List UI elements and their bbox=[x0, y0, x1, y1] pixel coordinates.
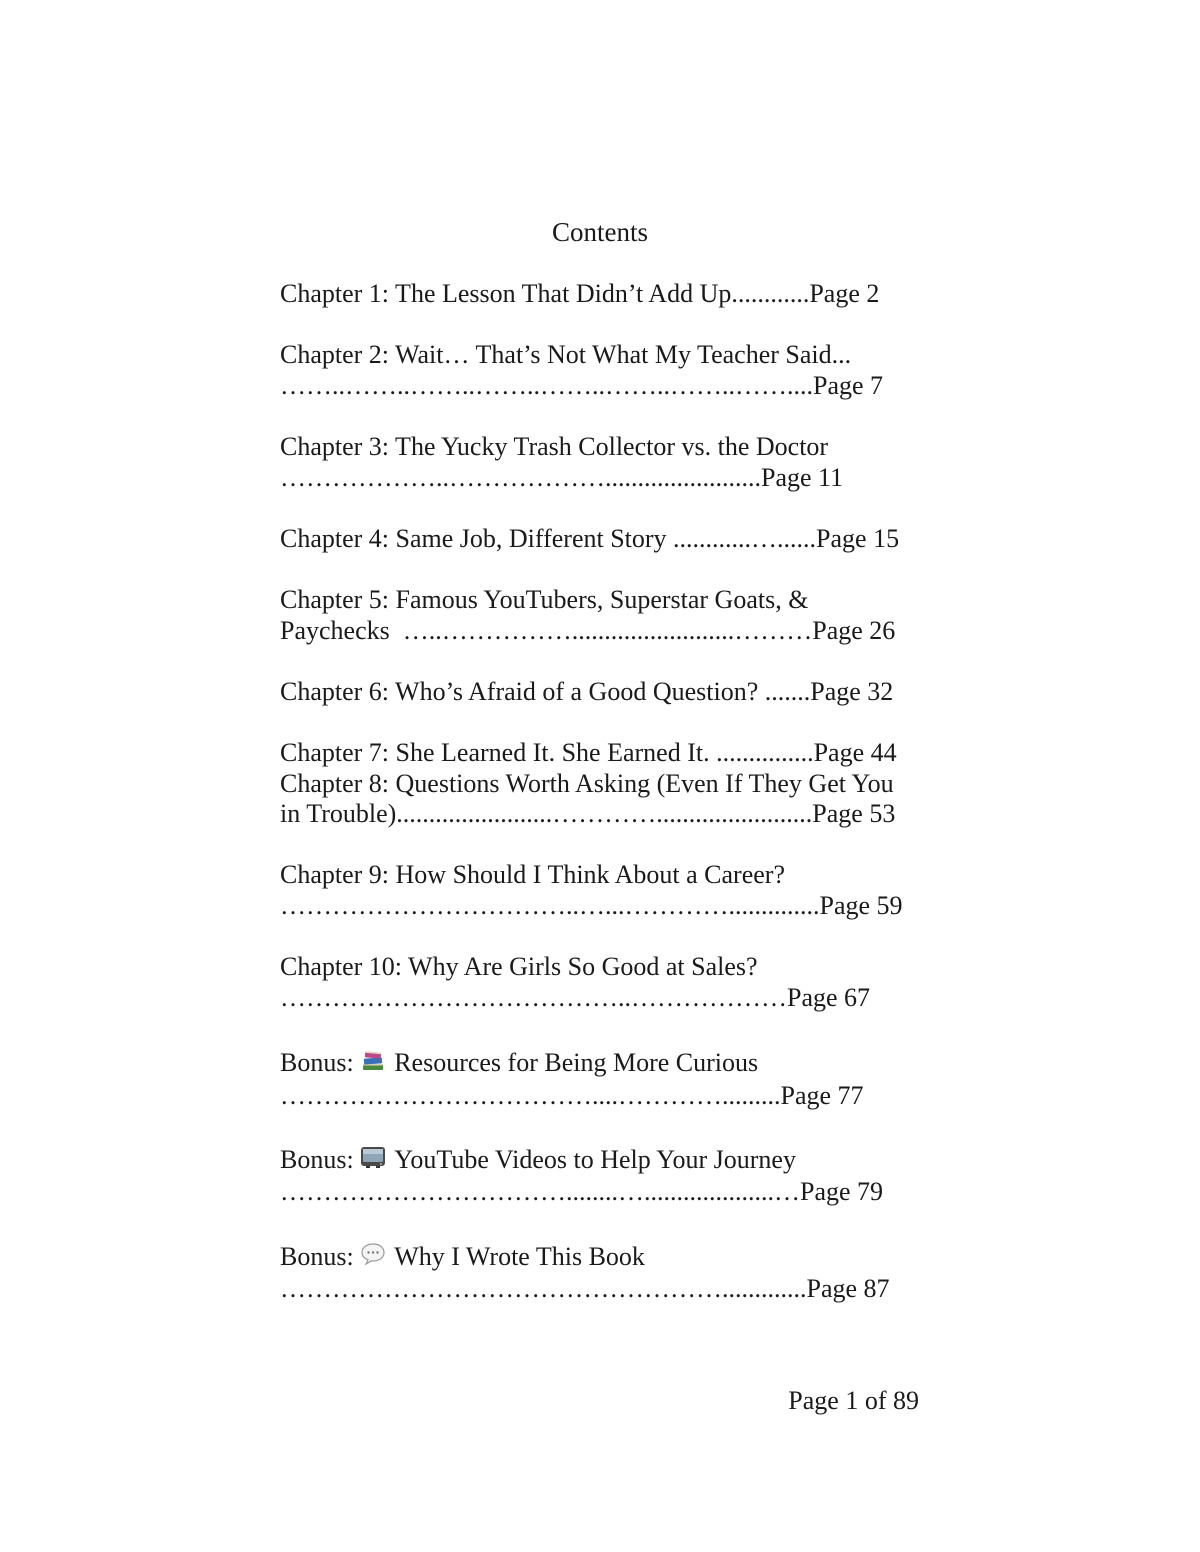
toc-entry-chapter-6-line-1: Chapter 6: Who’s Afraid of a Good Question? .......Page 32 bbox=[280, 677, 894, 706]
toc-entry-chapter-7-line-1: Chapter 7: She Learned It. She Earned It. ...............Page 44 bbox=[280, 738, 897, 767]
toc-entry-chapter-4-line-1: Chapter 4: Same Job, Different Story ............…......Page 15 bbox=[280, 524, 900, 553]
bonus-title: YouTube Videos to Help Your Journey bbox=[394, 1145, 796, 1174]
toc-entry-bonus-resources-line-2: ………………………………....………….........Page 77 bbox=[280, 1081, 864, 1110]
toc-entry-chapter-8-line-1: Chapter 8: Questions Worth Asking (Even If They Get You bbox=[280, 769, 894, 798]
toc-entry-chapter-5-line-1: Chapter 5: Famous YouTubers, Superstar Goats, & bbox=[280, 585, 809, 614]
toc-entry-chapter-3-line-1: Chapter 3: The Yucky Trash Collector vs. the Doctor bbox=[280, 432, 829, 461]
speech-bubble-icon bbox=[360, 1241, 386, 1267]
toc-entry-chapter-9-line-2: ……………………………..…...…………..............Page 59 bbox=[280, 891, 903, 920]
books-icon bbox=[360, 1047, 386, 1073]
toc-entry-bonus-why-line-1 bbox=[280, 1241, 645, 1272]
toc-entry-chapter-2-line-2: ……..……..……..……..……..……..……..……....Page 7 bbox=[280, 371, 884, 400]
toc-entry-chapter-3-line-2: ………………..………………........................Page 11 bbox=[280, 463, 844, 492]
bonus-prefix: Bonus: bbox=[280, 1145, 354, 1174]
toc-entry-chapter-9-line-1: Chapter 9: How Should I Think About a Career? bbox=[280, 860, 785, 889]
toc-entry-bonus-why-line-2: …………………………………………….............Page 87 bbox=[280, 1274, 890, 1303]
toc-entry-bonus-videos-line-2: ……………………………........…....................…Page 79 bbox=[280, 1177, 884, 1206]
toc-entry-chapter-2-line-1: Chapter 2: Wait… That’s Not What My Teacher Said... bbox=[280, 340, 852, 369]
toc-entry-bonus-videos-line-1 bbox=[280, 1144, 796, 1175]
television-icon bbox=[360, 1144, 386, 1170]
page-number-footer: Page 1 of 89 bbox=[788, 1386, 919, 1415]
page-title: Contents bbox=[551, 217, 648, 247]
toc-entry-chapter-5-line-2: Paychecks …..…………….........................………Page 26 bbox=[280, 616, 896, 645]
toc-entry-chapter-10-line-2: …………………………………..………………Page 67 bbox=[280, 983, 871, 1012]
bonus-prefix: Bonus: bbox=[280, 1048, 354, 1077]
bonus-title: Why I Wrote This Book bbox=[394, 1242, 645, 1271]
toc-entry-chapter-1-line-1: Chapter 1: The Lesson That Didn’t Add Up............Page 2 bbox=[280, 279, 880, 308]
toc-entry-chapter-10-line-1: Chapter 10: Why Are Girls So Good at Sales? bbox=[280, 952, 758, 981]
toc-entry-bonus-resources-line-1 bbox=[280, 1047, 758, 1078]
toc-entry-chapter-8-line-2: in Trouble)........................…………........................Page 53 bbox=[280, 799, 896, 828]
bonus-prefix: Bonus: bbox=[280, 1242, 354, 1271]
bonus-title: Resources for Being More Curious bbox=[394, 1048, 759, 1077]
